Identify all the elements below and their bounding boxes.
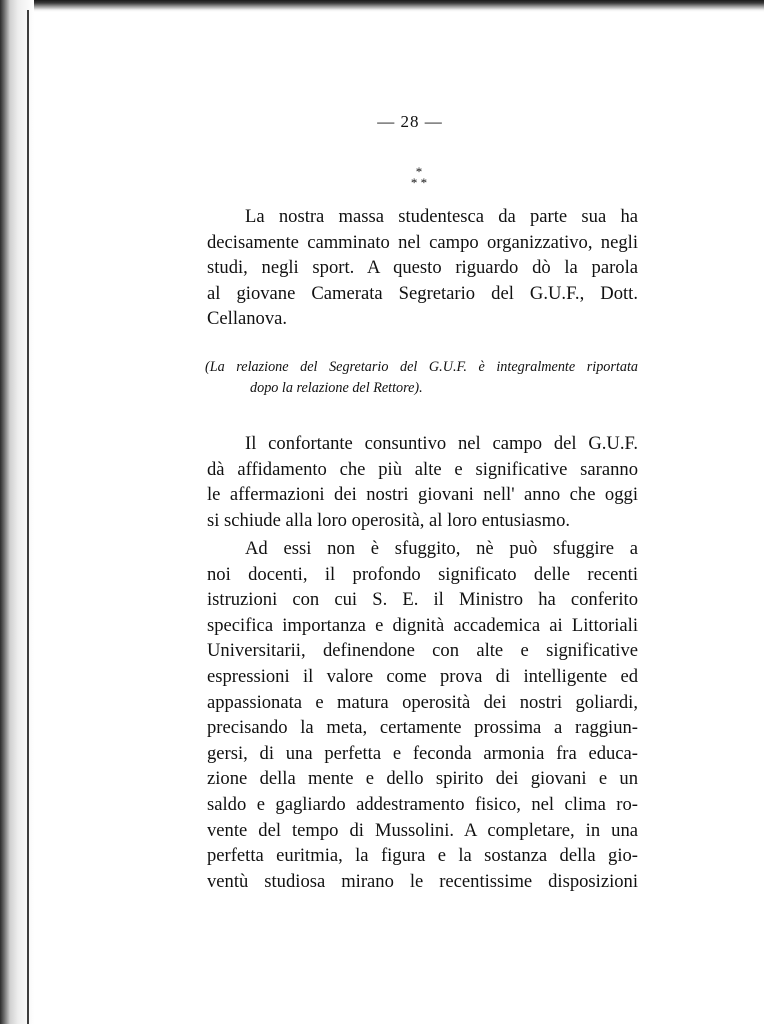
note-line: dopo la relazione del Rettore). — [250, 380, 423, 396]
paragraph-guf — [207, 431, 638, 533]
paragraph-line: Ad essi non è sfuggito, nè può sfuggire a — [245, 538, 638, 559]
paragraph-line: al giovane Camerata Segretario del G.U.F., Dott. — [207, 282, 638, 304]
paragraph-line: espressioni il valore come prova di intelligente ed — [207, 665, 638, 687]
page-top-edge — [0, 0, 764, 12]
paragraph-intro — [207, 204, 638, 332]
paragraph-line: si schiude alla loro operosità, al loro entusiasmo. — [207, 509, 571, 531]
paragraph-line: vente del tempo di Mussolini. A completare, in una — [207, 819, 638, 841]
paragraph-line: gersi, di una perfetta e feconda armonia fra educa- — [207, 742, 638, 764]
asterism-bottom: * * — [410, 175, 428, 190]
paragraph-docenti — [207, 536, 638, 894]
paragraph-line: saldo e gagliardo addestramento fisico, nel clima ro- — [207, 793, 638, 815]
paragraph-line: le affermazioni dei nostri giovani nell' anno che oggi — [207, 484, 638, 506]
paragraph-line: La nostra massa studentesca da parte sua ha — [245, 206, 638, 227]
paragraph-line: Universitarii, definendone con alte e significative — [207, 640, 638, 662]
paragraph-line: dà affidamento che più alte e significative saranno — [207, 458, 638, 480]
page-number: — 28 — — [377, 112, 443, 131]
binding-line — [27, 10, 29, 1024]
paragraph-line: Cellanova. — [207, 308, 288, 330]
paragraph-line: noi docenti, il profondo significato delle recenti — [207, 563, 638, 585]
paragraph-line: appassionata e matura operosità dei nostri goliardi, — [207, 691, 638, 713]
asterism-top: * — [415, 164, 423, 179]
paragraph-line: specifica importanza e dignità accademica ai Littoriali — [207, 614, 638, 636]
paragraph-line: precisando la meta, certamente prossima a raggiun- — [207, 717, 638, 739]
paragraph-line: perfetta euritmia, la figura e la sostanza della gio- — [207, 845, 638, 867]
section-separator-asterism — [404, 166, 434, 188]
paragraph-line: decisamente camminato nel campo organizzativo, negli — [207, 231, 638, 253]
note-line: (La relazione del Segretario del G.U.F. è integralmente riportata — [205, 359, 638, 375]
paragraph-line: Il confortante consuntivo nel campo del G.U.F. — [245, 433, 638, 454]
editorial-note — [205, 357, 638, 399]
paragraph-line: studi, negli sport. A questo riguardo dò la parola — [207, 257, 638, 279]
paragraph-line: ventù studiosa mirano le recentissime disposizioni — [207, 870, 638, 892]
paragraph-line: zione della mente e dello spirito dei giovani e un — [207, 768, 638, 790]
paragraph-line: istruzioni con cui S. E. il Ministro ha conferito — [207, 589, 638, 611]
